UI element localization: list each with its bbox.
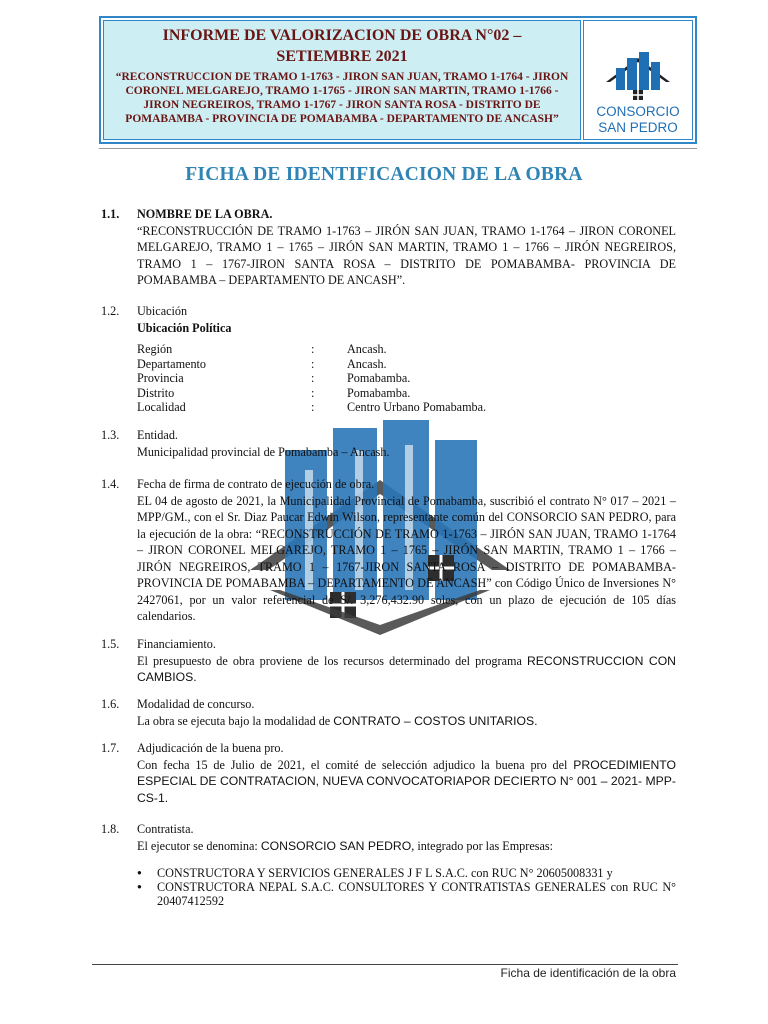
footer-text: Ficha de identificación de la obra [500,966,676,980]
financing-text-a: El presupuesto de obra proviene de los recursos determinado del programa [137,653,527,668]
location-value: Ancash. [347,342,387,356]
report-title-line1: INFORME DE VALORIZACION DE OBRA N°02 – [162,27,522,44]
section-heading: Modalidad de concurso. [137,697,255,711]
section-heading: Ubicación [137,304,188,318]
section-number: 1.4. [101,477,120,491]
location-value: Pomabamba. [347,385,411,400]
location-value: Ancash. [347,356,387,371]
section-number: 1.3. [101,428,120,442]
location-colon: : [311,400,315,414]
table-row [137,357,486,372]
section-1-1 [101,206,676,289]
section-number: 1.5. [101,637,120,651]
table-row [137,386,486,401]
section-1-3 [101,427,676,460]
footer-divider [92,964,678,965]
company-name-line2: SAN PEDRO [598,120,678,135]
report-title-line2: SETIEMBRE 2021 [276,48,408,65]
location-table [137,342,486,415]
location-key: Localidad [137,400,186,414]
location-key: Región [137,342,173,356]
financing-program: RECONSTRUCCION CON CAMBIOS. [137,653,676,684]
section-number: 1.7. [101,741,120,755]
location-value: Pomabamba. [347,371,411,385]
contractor-text-a: El ejecutor se denomina: [137,838,261,853]
contractor-name: CONSORCIO SAN PEDRO [260,838,412,853]
location-key: Provincia [137,371,184,385]
report-subtitle: “RECONSTRUCCION DE TRAMO 1-1763 - JIRON SAN JUAN, TRAMO 1-1764 - JIRON CORONEL MELGAREJO, TRAMO 1-1765 - JIRON SAN MARTIN, TRAMO 1-1766 - JIRON NEGREIROS, TRAMO 1-1767 - JIRON SANTA ROSA - DISTRITO DE POMABAMBA - PROVINCIA DE POMABAMBA - DEPARTAMENTO DE ANCASH” [115,71,569,125]
section-heading: Entidad. [137,428,178,442]
buildings-house-logo-icon [602,46,674,104]
location-colon: : [311,385,315,400]
location-key: Distrito [137,385,175,400]
header-divider [99,148,697,149]
location-colon: : [311,356,315,371]
header-title-panel [103,20,581,140]
section-heading: Adjudicación de la buena pro. [137,741,284,755]
section-number: 1.8. [101,822,120,836]
section-1-5 [101,636,676,686]
section-1-6 [101,696,676,729]
location-value: Centro Urbano Pomabamba. [347,400,487,414]
document-header [99,16,697,144]
modality-value: CONTRATO – COSTOS UNITARIOS. [333,713,538,728]
project-name-text: “RECONSTRUCCIÓN DE TRAMO 1-1763 – JIRÓN SAN JUAN, TRAMO 1-1764 – JIRON CORONEL MELGAREJO, TRAMO 1 – 1765 – JIRÓN SAN MARTIN, TRAMO 1 – 1766 – JIRÓN NEGREIROS, TRAMO 1 – 1767-JIRON SANTA ROSA – DISTRITO DE POMABAMBA- PROVINCIA DE POMABAMBA – DEPARTAMENTO DE ANCASH”. [137,223,676,287]
location-colon: : [311,371,315,385]
section-1-8 [101,821,676,908]
table-row [137,371,486,386]
section-1-4 [101,476,676,625]
section-1-2 [101,303,676,415]
section-heading: NOMBRE DE LA OBRA. [137,207,273,221]
modality-text-a: La obra se ejecuta bajo la modalidad de [137,713,334,728]
award-procedure: PROCEDIMIENTO ESPECIAL DE CONTRATACION, NUEVA CONVOCATORIAPOR DECIERTO N° 001 – 2021- MPP- CS-1. [137,757,676,805]
company-logo-panel [583,20,693,140]
section-number: 1.2. [101,304,120,318]
section-number: 1.6. [101,697,120,711]
financing-text [137,653,676,686]
section-subheading: Ubicación Política [137,320,232,335]
companies-list [137,866,676,908]
contractor-text-c: , integrado por las Empresas: [411,838,554,853]
section-heading: Contratista. [137,822,194,836]
section-heading: Financiamiento. [137,637,216,651]
table-row [137,342,486,357]
award-text-a: Con fecha 15 de Julio de 2021, el comité de selección adjudico la buena pro del [137,757,574,772]
section-1-7 [101,740,676,806]
location-key: Departamento [137,356,207,371]
location-colon: : [311,342,315,356]
entity-text: Municipalidad provincial de Pomabamba – Ancash. [137,444,390,459]
company-name-line1: CONSORCIO [596,104,680,119]
modality-text [137,713,676,730]
list-item: ● CONSTRUCTORA Y SERVICIOS GENERALES J F L S.A.C. con RUC N° 20605008331 y [137,866,676,880]
page-title: FICHA DE IDENTIFICACION DE LA OBRA [185,164,583,185]
section-heading: Fecha de firma de contrato de ejecución de obra. [137,477,375,491]
award-text [137,757,676,807]
list-item: ● CONSTRUCTORA NEPAL S.A.C. CONSULTORES Y CONTRATISTAS GENERALES con RUC N° 20407412592 [137,880,676,908]
section-number: 1.1. [101,207,120,221]
contractor-text [137,838,676,855]
table-row [137,400,486,415]
contract-text: EL 04 de agosto de 2021, la Municipalidad Provincial de Pomabamba, suscribió el contrato N° 017 – 2021 – MPP/GM., con el Sr. Diaz Paucar Edwin Wilson, representante común del CONSORCIO SAN PEDRO, para la ejecución de la obra: “RECONSTRUCCIÓN DE TRAMO 1-1763 – JIRÓN SAN JUAN, TRAMO 1-1764 – JIRON CORONEL MELGAREJO, TRAMO 1 – 1765 – JIRÓN SAN MARTIN, TRAMO 1 – 1766 – JIRÓN NEGREIROS, TRAMO 1 – 1767-JIRON SANTA ROSA – DISTRITO DE POMABAMBA- PROVINCIA DE POMABAMBA – DEPARTAMENTO DE ANCASH” con Código Único de Inversiones N° 2427061, por un valor referencial de S/. 3,276,432.90 soles, con un plazo de ejecución de 105 días calendarios. [137,493,676,623]
